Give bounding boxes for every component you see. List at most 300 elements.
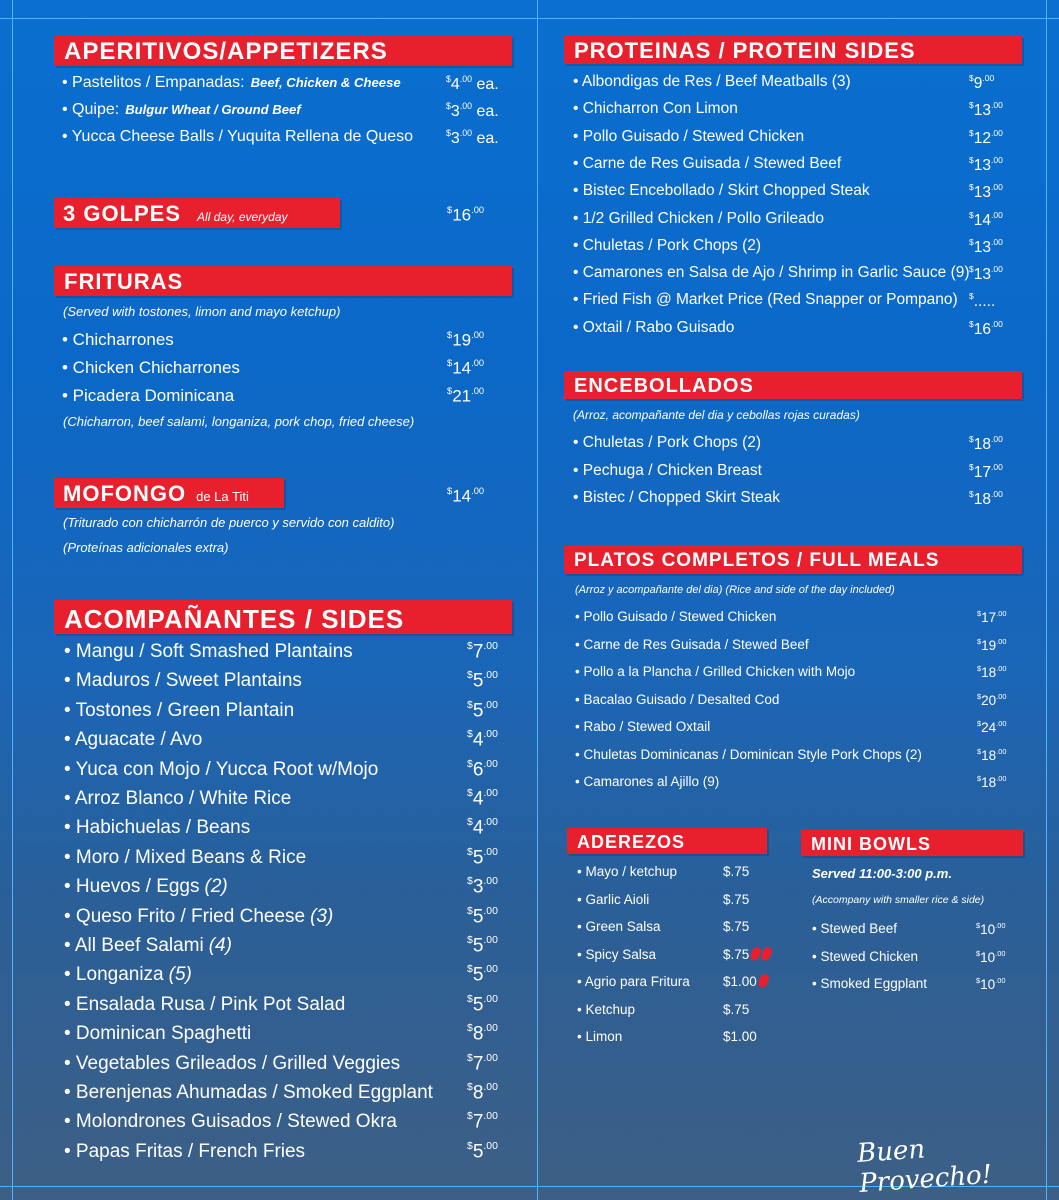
appetizer-item-qualifier: Bulgur Wheat / Ground Beef — [125, 102, 301, 117]
side-item-price-value: 5 — [472, 905, 484, 927]
mini-bowl-item-price — [976, 949, 1005, 965]
fritura-item-price — [447, 330, 484, 350]
side-item-price-cents: .00 — [483, 670, 498, 682]
full-meal-item-name: • Camarones al Ajillo (9) — [575, 774, 720, 789]
side-item — [64, 759, 527, 788]
side-item-price — [467, 935, 498, 957]
currency-sign: $ — [976, 976, 981, 985]
fritura-item-price-value: 21 — [452, 386, 472, 406]
encebollado-item-name: • Pechuga / Chicken Breast — [573, 461, 762, 479]
protein-item-price — [969, 155, 1003, 175]
side-item — [64, 847, 527, 876]
sides-title: ACOMPAÑANTES / SIDES — [54, 600, 512, 634]
currency-sign: $ — [447, 330, 453, 340]
currency-sign: $ — [969, 127, 974, 138]
currency-sign: $ — [467, 964, 473, 976]
side-item-name: • Maduros / Sweet Plantains — [64, 670, 302, 692]
currency-sign: $ — [467, 905, 473, 917]
protein-item-price-cents: .00 — [991, 318, 1003, 329]
currency-sign: $ — [977, 691, 982, 701]
chili-pepper-icon — [760, 945, 774, 961]
side-item — [64, 1053, 527, 1082]
side-item-price — [467, 1082, 498, 1104]
currency-sign: $ — [467, 788, 473, 799]
side-item-price-value: 4 — [472, 817, 484, 839]
currency-sign: $ — [467, 935, 473, 946]
full-meal-item-price-cents: .00 — [996, 691, 1007, 701]
side-item-price-value: 5 — [472, 964, 484, 986]
currency-sign: $ — [969, 182, 974, 193]
side-item-price — [467, 994, 498, 1016]
mofongo-subtitle: de La Titi — [196, 489, 249, 504]
frituras-title: FRITURAS — [54, 266, 512, 296]
encebollado-item — [573, 489, 1029, 517]
aderezo-item-price — [723, 1002, 749, 1017]
currency-sign: $ — [969, 434, 974, 444]
protein-item-price — [969, 182, 1003, 202]
full-meal-item-name: • Pollo a la Plancha / Grilled Chicken with Mojo — [575, 664, 856, 679]
full-meal-item-price-cents: .00 — [996, 636, 1007, 646]
appetizer-item-price — [446, 128, 499, 148]
currency-sign: $ — [969, 100, 974, 111]
appetizer-item-price-value: 3 — [450, 103, 460, 121]
fritura-item-price — [447, 358, 484, 378]
currency-sign: $ — [446, 128, 451, 138]
side-item-price-cents: .00 — [483, 1140, 498, 1152]
closing-signature: Buen Provecho! — [856, 1134, 994, 1199]
mini-bowl-item-price-cents: .00 — [995, 921, 1006, 930]
mini-bowl-item — [812, 949, 1036, 977]
side-item-price-value: 7 — [472, 641, 484, 663]
side-item-price-cents: .00 — [483, 699, 498, 711]
side-item-price-value: 5 — [472, 670, 484, 692]
side-item-count: (2) — [204, 876, 228, 898]
encebollado-item-price — [969, 489, 1003, 509]
aderezo-item-price-value: $.75 — [723, 1001, 750, 1017]
appetizer-item-price-unit: ea. — [472, 103, 499, 121]
currency-sign: $ — [447, 358, 453, 368]
protein-item-price — [969, 291, 995, 311]
aderezo-item — [577, 1002, 783, 1030]
appetizer-item-price-cents: .00 — [459, 74, 473, 84]
mini-bowls-served: Served 11:00-3:00 p.m. — [812, 866, 952, 881]
protein-item — [573, 155, 1029, 182]
mini-bowl-item-price-value: 10 — [980, 976, 996, 992]
aderezo-item-price-value: $1.00 — [723, 974, 757, 989]
side-item-price-cents: .00 — [483, 1052, 498, 1064]
protein-item-price-cents: .00 — [991, 100, 1003, 111]
fritura-item-price-cents: .00 — [471, 358, 485, 368]
protein-item-name: • Camarones en Salsa de Ajo / Shrimp in Garlic Sauce (9) — [573, 264, 970, 282]
currency-sign: $ — [977, 774, 982, 783]
aderezo-item-price — [723, 1029, 757, 1044]
protein-item-price-cents: .00 — [991, 264, 1003, 275]
side-item-price-cents: .00 — [483, 641, 498, 652]
full-meal-item-price — [977, 664, 1006, 680]
protein-item-name: • Bistec Encebollado / Skirt Chopped Steak — [573, 182, 870, 200]
side-item-price-cents: .00 — [483, 729, 498, 741]
side-item-price-value: 5 — [472, 700, 484, 722]
side-item — [64, 994, 527, 1023]
side-item-price — [467, 729, 498, 751]
fritura-item — [62, 358, 507, 386]
mini-bowl-item-price — [976, 976, 1005, 992]
currency-sign: $ — [969, 154, 974, 165]
side-item-count: (3) — [310, 905, 334, 927]
side-item — [64, 1111, 527, 1140]
side-item-price-cents: .00 — [483, 935, 498, 946]
side-item-price — [467, 964, 498, 986]
side-item-price-cents: .00 — [483, 1111, 498, 1123]
side-item-price-cents: .00 — [483, 964, 498, 976]
protein-item — [573, 100, 1029, 127]
protein-item-price-value: 12 — [973, 129, 991, 147]
golpes-subtitle: All day, everyday — [197, 210, 288, 224]
aderezo-item-name: • Green Salsa — [577, 919, 661, 934]
side-item-name: • Berenjenas Ahumadas / Smoked Eggplant — [64, 1082, 433, 1103]
appetizer-item — [62, 74, 506, 101]
golpes-title: 3 GOLPES All day, everyday — [54, 198, 340, 228]
encebollado-item-price-value: 18 — [973, 490, 991, 508]
side-item-price-value: 5 — [472, 994, 484, 1016]
side-item-price — [467, 876, 498, 898]
full-meal-item-price-cents: .00 — [996, 719, 1007, 728]
protein-item-name: • 1/2 Grilled Chicken / Pollo Grileado — [573, 209, 824, 227]
side-item — [64, 876, 527, 905]
side-item-name: • Arroz Blanco / White Rice — [64, 788, 292, 809]
aderezo-item-price — [723, 974, 768, 989]
side-item — [64, 670, 527, 699]
currency-sign: $ — [467, 1082, 473, 1093]
currency-sign: $ — [467, 1023, 473, 1035]
full-meal-item-price-value: 19 — [981, 637, 997, 653]
side-item — [64, 964, 527, 993]
aderezo-item-price-value: $.75 — [723, 891, 750, 907]
side-item — [64, 935, 527, 964]
encebollado-item-price-cents: .00 — [991, 434, 1003, 444]
side-item-name: • Queso Frito / Fried Cheese (3) — [64, 905, 334, 927]
protein-item — [573, 128, 1029, 155]
aderezo-item — [577, 974, 783, 1002]
full-meal-item-name: • Chuletas Dominicanas / Dominican Style Pork Chops (2) — [575, 746, 922, 762]
side-item-price-value: 7 — [472, 1111, 484, 1133]
protein-item-price-value: 13 — [973, 238, 991, 256]
aderezo-item-name: • Limon — [577, 1029, 623, 1044]
fritura-item-price-cents: .00 — [471, 386, 485, 396]
full-meals-title: PLATOS COMPLETOS / FULL MEALS — [564, 546, 1022, 574]
full-meal-item-price-value: 17 — [981, 609, 997, 625]
protein-item-price — [969, 264, 1003, 284]
aderezo-item — [577, 947, 783, 975]
fritura-item-name: • Chicharrones — [62, 330, 174, 349]
protein-item-price — [969, 73, 994, 93]
fritura-item-price-value: 19 — [452, 330, 472, 350]
side-item-price — [467, 670, 498, 692]
currency-sign: $ — [446, 74, 451, 84]
currency-sign: $ — [467, 758, 473, 770]
aderezo-item-price — [723, 864, 749, 879]
fritura-item-name: • Chicken Chicharrones — [62, 358, 240, 377]
mini-bowl-item — [812, 921, 1036, 949]
mini-bowl-item-name: • Smoked Eggplant — [812, 976, 928, 991]
encebollados-note: (Arroz, acompañante del dia y cebollas rojas curadas) — [573, 408, 860, 422]
side-item-price — [467, 641, 498, 663]
side-item-count: (5) — [168, 964, 192, 986]
appetizer-item — [62, 128, 506, 155]
side-item-price-cents: .00 — [483, 993, 498, 1005]
protein-item-price-value: 13 — [973, 265, 991, 283]
side-item-price — [467, 906, 498, 928]
full-meal-item-name: • Bacalao Guisado / Desalted Cod — [575, 691, 780, 707]
protein-item — [573, 319, 1029, 346]
currency-sign: $ — [977, 636, 982, 646]
currency-sign: $ — [467, 729, 473, 741]
mini-bowl-item-price — [976, 921, 1005, 937]
mini-bowl-item-price-cents: .00 — [995, 976, 1006, 985]
currency-sign: $ — [969, 264, 974, 275]
side-item-price-cents: .00 — [483, 788, 498, 799]
appetizer-item-price-cents: .00 — [459, 128, 473, 138]
aderezo-item-price — [723, 892, 749, 907]
side-item-name: • Mangu / Soft Smashed Plantains — [64, 641, 353, 662]
full-meal-item — [575, 692, 1037, 720]
protein-item-name: • Pollo Guisado / Stewed Chicken — [573, 127, 805, 145]
side-item-name: • Moro / Mixed Beans & Rice — [64, 846, 307, 868]
appetizer-item-price-value: 4 — [450, 76, 460, 94]
full-meal-item-price — [977, 719, 1006, 735]
protein-item — [573, 182, 1029, 209]
full-meal-item — [575, 747, 1037, 775]
aderezo-item-price-value: $.75 — [723, 919, 750, 934]
side-item-price-value: 5 — [472, 935, 484, 957]
mini-bowl-item-price-cents: .00 — [995, 948, 1006, 958]
column-divider — [537, 0, 538, 1200]
full-meal-item — [575, 609, 1037, 637]
aderezo-item-price-value: $1.00 — [723, 1029, 757, 1044]
full-meal-item-price-cents: .00 — [996, 774, 1007, 783]
side-item-price — [467, 1111, 498, 1133]
aderezo-item — [577, 919, 783, 947]
protein-item-price-cents: .00 — [991, 209, 1003, 220]
appetizer-item-price-value: 3 — [450, 130, 460, 148]
protein-item-name: • Chicharron Con Limon — [573, 100, 738, 118]
protein-item-price-cents: .00 — [991, 127, 1003, 138]
fritura-item-price-value: 14 — [452, 358, 472, 378]
encebollado-item-price — [969, 462, 1003, 482]
side-item — [64, 700, 527, 729]
currency-sign: $ — [977, 719, 982, 728]
encebollado-item-price-value: 18 — [973, 435, 991, 453]
side-item-name: • All Beef Salami (4) — [64, 935, 232, 956]
aderezo-item-name: • Ketchup — [577, 1001, 636, 1017]
full-meal-item-price-value: 18 — [981, 774, 997, 790]
side-item-price-value: 8 — [472, 1023, 484, 1045]
protein-item — [573, 291, 1029, 318]
golpes-price: $^{\$}16^{.00}$ — [447, 205, 485, 225]
protein-item-name: • Albondigas de Res / Beef Meatballs (3) — [573, 73, 851, 90]
aderezos-title: ADEREZOS — [567, 828, 767, 854]
protein-item-name: • Carne de Res Guisada / Stewed Beef — [573, 154, 842, 172]
appetizer-item-price — [446, 101, 499, 121]
side-item-name: • Papas Fritas / French Fries — [64, 1140, 306, 1162]
protein-item-price-cents: .00 — [991, 182, 1003, 193]
aderezo-item — [577, 864, 783, 892]
side-item-name: • Vegetables Grileados / Grilled Veggies — [64, 1052, 401, 1074]
protein-item-price-value: ..... — [973, 293, 996, 311]
appetizer-item-price-cents: .00 — [459, 101, 473, 111]
side-item-price-cents: .00 — [483, 1023, 498, 1035]
currency-sign: $ — [969, 73, 974, 83]
protein-item-price-cents: .00 — [982, 73, 995, 83]
side-item — [64, 1082, 527, 1111]
side-item — [64, 1141, 527, 1170]
full-meal-item-price-value: 24 — [981, 719, 997, 735]
currency-sign: $ — [976, 948, 981, 958]
encebollado-item-name: • Chuletas / Pork Chops (2) — [573, 434, 762, 451]
side-item-name: • Molondrones Guisados / Stewed Okra — [64, 1111, 397, 1133]
mofongo-note-2: (Proteínas adicionales extra) — [63, 540, 229, 555]
mini-bowls-title: MINI BOWLS — [801, 830, 1023, 856]
mofongo-price: $^{\$}14^{.00}$ — [447, 486, 485, 506]
protein-item-name: • Fried Fish @ Market Price (Red Snapper or Pompano) — [573, 291, 958, 309]
mini-bowl-item-name: • Stewed Beef — [812, 921, 898, 936]
full-meal-item-price-value: 18 — [981, 747, 997, 763]
side-item — [64, 729, 527, 758]
appetizer-item-price — [446, 74, 499, 94]
currency-sign: $ — [467, 670, 473, 682]
currency-sign: $ — [969, 318, 974, 329]
currency-sign: $ — [467, 699, 473, 711]
side-item-price — [467, 759, 498, 781]
currency-sign: $ — [969, 209, 974, 220]
appetizer-item-price-unit: ea. — [472, 76, 499, 94]
aderezo-item — [577, 1029, 783, 1057]
protein-item-price-value: 13 — [973, 156, 991, 174]
full-meal-item-price — [977, 637, 1006, 653]
full-meal-item-price — [977, 747, 1006, 763]
full-meal-item-price — [977, 609, 1006, 625]
protein-item — [573, 73, 1029, 100]
currency-sign: $ — [467, 1052, 473, 1064]
side-item-price-cents: .00 — [483, 905, 498, 917]
appetizer-item-price-unit: ea. — [472, 130, 499, 148]
protein-item-price — [969, 237, 1003, 257]
appetizer-item-name: • Quipe: Bulgur Wheat / Ground Beef — [62, 101, 301, 118]
side-item-price-cents: .00 — [483, 817, 498, 829]
side-item-price — [467, 1053, 498, 1075]
side-item-name: • Dominican Spaghetti — [64, 1023, 252, 1045]
fritura-item-price — [447, 386, 484, 406]
currency-sign: $ — [969, 461, 974, 472]
full-meal-item-name: • Pollo Guisado / Stewed Chicken — [575, 609, 777, 624]
appetizer-item — [62, 101, 506, 128]
fritura-item-price-cents: .00 — [471, 330, 485, 340]
protein-item-price — [969, 128, 1003, 148]
full-meal-item-price — [977, 692, 1006, 708]
aderezo-item-name: • Mayo / ketchup — [577, 864, 678, 879]
currency-sign: $ — [977, 746, 982, 756]
side-item-price-value: 3 — [472, 876, 484, 898]
appetizer-item-qualifier: Beef, Chicken & Cheese — [250, 75, 401, 90]
aderezo-item-price — [723, 919, 749, 934]
currency-sign: $ — [446, 101, 451, 111]
protein-item-price-value: 14 — [973, 211, 991, 229]
currency-sign: $ — [969, 236, 974, 247]
side-item-price — [467, 700, 498, 722]
protein-item-price-cents: .00 — [991, 236, 1003, 247]
side-item-name: • Aguacate / Avo — [64, 729, 203, 751]
protein-item-price-value: 16 — [973, 320, 991, 338]
side-item-price-cents: .00 — [483, 1082, 498, 1093]
side-item-count: (4) — [208, 935, 232, 956]
full-meal-item — [575, 664, 1037, 692]
currency-sign: $ — [447, 386, 453, 396]
frituras-note: (Served with tostones, limon and mayo ketchup) — [63, 304, 341, 319]
full-meal-item-name: • Rabo / Stewed Oxtail — [575, 719, 711, 734]
protein-item — [573, 237, 1029, 264]
side-item-price-value: 5 — [472, 847, 484, 869]
protein-item-price-value: 13 — [973, 184, 991, 201]
mini-bowl-item — [812, 976, 1036, 1004]
protein-item-name: • Oxtail / Rabo Guisado — [573, 318, 735, 336]
protein-item-price-value: 9 — [973, 74, 983, 92]
side-item-name: • Huevos / Eggs (2) — [64, 876, 228, 898]
currency-sign: $ — [467, 846, 473, 858]
currency-sign: $ — [977, 664, 982, 673]
proteins-title: PROTEINAS / PROTEIN SIDES — [564, 36, 1022, 64]
mini-bowl-item-price-value: 10 — [980, 949, 996, 965]
currency-sign: $ — [467, 1111, 473, 1123]
side-item-price — [467, 1023, 498, 1045]
side-item-price-value: 8 — [472, 1082, 484, 1104]
side-item — [64, 788, 527, 817]
encebollado-item — [573, 434, 1029, 462]
currency-sign: $ — [467, 876, 473, 888]
currency-sign: $ — [467, 641, 473, 652]
encebollado-item-price-cents: .00 — [991, 489, 1003, 499]
protein-item — [573, 210, 1029, 237]
fritura-item-name: • Picadera Dominicana — [62, 386, 235, 405]
side-item — [64, 906, 527, 935]
encebollado-item — [573, 462, 1029, 490]
aderezo-item-price — [723, 947, 771, 962]
side-item-price-cents: .00 — [483, 758, 498, 770]
full-meal-item-name: • Carne de Res Guisada / Stewed Beef — [575, 636, 809, 652]
protein-item-price-cents: .00 — [991, 154, 1003, 165]
encebollado-item-price-value: 17 — [973, 463, 991, 481]
mini-bowls-note: (Accompany with smaller rice & side) — [812, 894, 985, 906]
full-meal-item-price-value: 18 — [981, 664, 997, 680]
side-item-price-cents: .00 — [483, 846, 498, 858]
fritura-item — [62, 330, 507, 358]
currency-sign: $ — [467, 817, 473, 829]
full-meal-item-price — [977, 774, 1006, 790]
aderezo-item-price-value: $.75 — [723, 946, 750, 962]
side-item-price — [467, 1141, 498, 1163]
aderezo-item-name: • Spicy Salsa — [577, 946, 657, 962]
side-item-name: • Tostones / Green Plantain — [64, 699, 295, 721]
mini-bowl-item-price-value: 10 — [980, 921, 996, 937]
full-meal-item-price-cents: .00 — [996, 746, 1007, 756]
side-item — [64, 641, 527, 670]
encebollado-item-name: • Bistec / Chopped Skirt Steak — [573, 489, 781, 506]
mofongo-note-1: (Triturado con chicharrón de puerco y servido con caldito) — [63, 515, 395, 530]
full-meal-item — [575, 719, 1037, 747]
appetizer-item-name: • Yucca Cheese Balls / Yuquita Rellena de Queso — [62, 128, 414, 145]
side-item-price-value: 7 — [472, 1052, 484, 1074]
side-item-name: • Yuca con Mojo / Yucca Root w/Mojo — [64, 758, 379, 780]
side-item — [64, 817, 527, 846]
